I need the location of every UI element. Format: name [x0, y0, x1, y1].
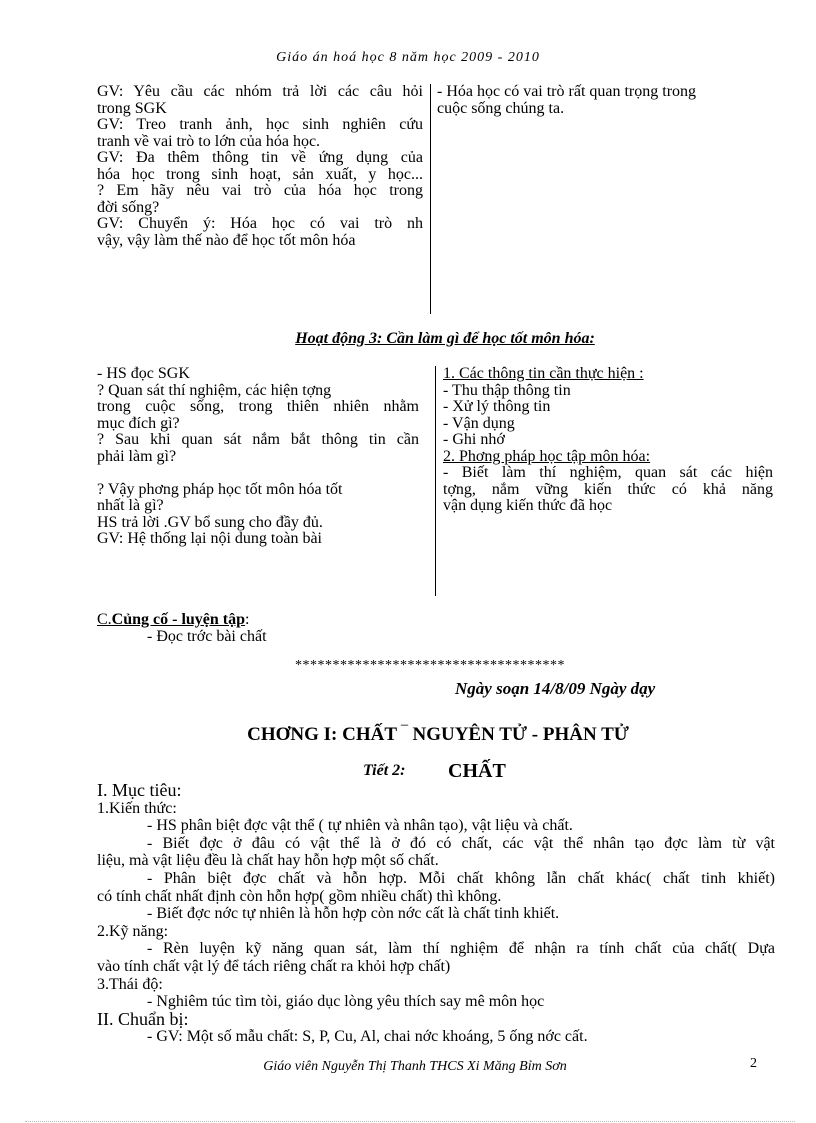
text-line: GV: Treo tranh ảnh, học sinh nghiên cứu	[97, 116, 423, 133]
text-line: ? Quan sát thí nghiệm, các hiện tợng	[97, 381, 332, 399]
blank-line	[97, 465, 419, 482]
text-line: ? Vậy phơng pháp học tốt môn hóa tốt	[97, 480, 343, 498]
footer-text: Giáo viên Nguyễn Thị Thanh THCS Xi Măng Bỉm Sơn	[263, 1059, 567, 1074]
text-line: phải làm gì?	[97, 447, 177, 465]
table1-right-column	[437, 84, 757, 117]
text-line: GV: Hệ thống lại nội dung toàn bài	[97, 530, 322, 547]
text-line: GV: Yêu cầu các nhóm trả lời các câu hỏi	[97, 83, 423, 100]
text-line: cuộc sống chúng ta.	[437, 99, 565, 117]
text-line: GV: Chuyển ý: Hóa học có vai trò nh	[97, 215, 423, 232]
attitude-lines	[97, 993, 775, 1011]
text-line: liệu, mà vật liệu đều là chất hay hỗn hợp một số chất.	[97, 852, 439, 870]
table1-left-column	[97, 84, 423, 249]
list-item: - Vận dụng	[443, 414, 515, 432]
text-line: trong SGK	[97, 99, 167, 117]
list-item: - Ghi nhớ	[443, 431, 505, 448]
text-line: nhất là gì?	[97, 497, 164, 514]
attitude-heading: 3.Thái độ:	[97, 975, 163, 993]
consolidation-colon: :	[245, 611, 250, 628]
table2-left-column	[97, 366, 419, 548]
text-line: ? Em hãy nêu vai trò của hóa học trong	[97, 182, 423, 199]
skills-heading: 2.Kỹ năng:	[97, 922, 169, 940]
text-line: tranh về vai trò to lớn của hóa học.	[97, 132, 321, 150]
text-line: - Rèn luyện kỹ năng quan sát, làm thí nghiệm để nhận ra tính chất của chất( Dựa	[147, 940, 775, 958]
chapter-title: CHƠNG I: CHẤT ‾ NGUYÊN TỬ - PHÂN TỬ	[247, 724, 629, 745]
activity-3-title: Hoạt động 3: Cần làm gì để học tốt môn hóa:	[295, 330, 595, 347]
running-header: Giáo án hoá học 8 năm học 2009 - 2010	[276, 50, 540, 65]
text-line: vậy, vậy làm thế nào để học tốt môn hóa	[97, 231, 356, 249]
consolidation-item: - Đọc trớc bài chất	[147, 628, 267, 645]
text-line: vận dụng kiến thức đã học	[443, 497, 613, 514]
text-line: mục đích gì?	[97, 414, 180, 432]
text-line: - Nghiêm túc tìm tòi, giáo dục lòng yêu thích say mê môn học	[147, 993, 545, 1011]
consolidation-title: Củng cố - luyện tập	[111, 611, 246, 628]
section-heading: 1. Các thông tin cần thực hiện :	[443, 365, 644, 382]
text-line: GV: Đa thêm thông tin về ứng dụng của	[97, 149, 423, 166]
objectives-section	[97, 782, 775, 1046]
consolidation-heading	[97, 611, 249, 629]
text-line: hóa học trong sinh hoạt, sản xuất, y học...	[97, 165, 423, 183]
lesson-label: Tiết 2:	[363, 762, 406, 779]
date-line: Ngày soạn 14/8/09 Ngày dạy	[455, 679, 656, 698]
table1-divider	[430, 84, 431, 314]
preparation-heading: II. Chuẩn bị:	[97, 1008, 189, 1029]
text-line: đời sống?	[97, 198, 160, 216]
preparation-line: - GV: Một số mẫu chất: S, P, Cu, Al, chai nớc khoáng, 5 ống nớc cất.	[147, 1028, 588, 1046]
text-line: - HS phân biệt đợc vật thể ( tự nhiên và nhân tạo), vật liệu và chất.	[147, 817, 573, 835]
text-line: - Biết đợc ở đâu có vật thể là ở đó có chất, các vật thể nhân tạo đợc làm từ vật	[147, 834, 775, 852]
knowledge-heading: 1.Kiến thức:	[97, 799, 177, 817]
objectives-heading: I. Mục tiêu:	[97, 780, 182, 800]
text-line: - Biết làm thí nghiệm, quan sát các hiện	[443, 464, 773, 481]
section-heading: 2. Phơng pháp học tập môn hóa:	[443, 447, 651, 465]
text-line: HS trả lời .GV bổ sung cho đầy đủ.	[97, 513, 323, 531]
text-line: trong cuộc sống, trong thiên nhiên nhằm	[97, 398, 419, 415]
lesson-title: CHẤT	[448, 760, 506, 782]
text-line: - Hóa học có vai trò rất quan trọng trong	[437, 83, 697, 100]
text-line: - Phân biệt đợc chất và hỗn hợp. Mỗi chất không lẫn chất khác( chất tinh khiết)	[147, 869, 775, 887]
page-edge-divider	[25, 1121, 795, 1122]
skills-lines	[97, 940, 775, 975]
text-line: vào tính chất vật lý để tách riêng chất ra khỏi hợp chất)	[97, 957, 451, 975]
text-line: có tính chất nhất định còn hỗn hợp( gồm nhiều chất) thì không.	[97, 887, 502, 905]
text-line: ? Sau khi quan sát nắm bắt thông tin cần	[97, 431, 419, 448]
table2-divider	[435, 366, 436, 596]
separator: ************************************	[295, 658, 565, 673]
knowledge-lines	[97, 817, 775, 923]
text-line: tợng, nắm vững kiến thức có khả năng	[443, 480, 773, 498]
consolidation-prefix: C.	[97, 611, 112, 628]
text-line: - Biết đợc nớc tự nhiên là hỗn hợp còn nớc cất là chất tinh khiết.	[147, 905, 560, 923]
list-item: - Xử lý thông tin	[443, 398, 551, 415]
list-item: - Thu thập thông tin	[443, 381, 571, 399]
page-number: 2	[750, 1056, 757, 1071]
text-line: - HS đọc SGK	[97, 365, 190, 382]
table2-right-column	[443, 366, 773, 515]
